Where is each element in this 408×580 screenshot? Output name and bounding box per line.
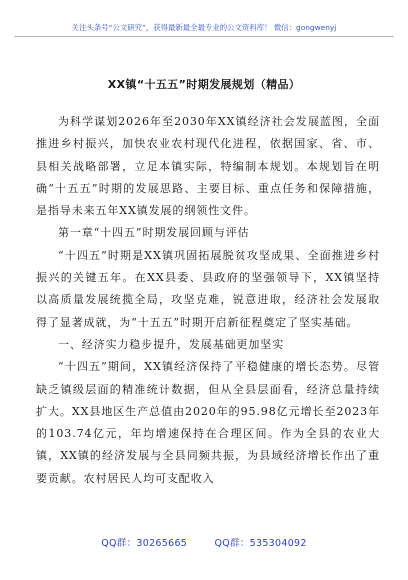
- economy-paragraph: “十四五”期间，XX镇经济保持了平稳健康的增长态势。尽管缺乏镇级层面的精准统计数据，但从全县层面看，经济总量持续扩大。XX县地区生产总值由2020年的95.98亿元增长至2023年的103.74亿元，年均增速保持在合理区间。作为全县的农业大镇，XX镇的经济发展与全县同频共振，为县域经济增长作出了重要贡献。农村居民人均可支配收入: [36, 360, 380, 485]
- header-divider: [14, 36, 394, 37]
- footer-qq-group: QQ群：30265665: [101, 538, 188, 549]
- document-body: [0, 111, 408, 490]
- chapter-heading: 第一章“十四五”时期发展回顾与评估: [58, 226, 250, 240]
- footer-contact: [0, 535, 408, 549]
- intro-paragraph: 为科学谋划2026年至2030年XX镇经济社会发展蓝图，全面推进乡村振兴，加快农业农村现代化进程，依据国家、省、市、县相关战略部署，立足本镇实际，特编制本规划。本规划旨在明确“十五五”时期的发展思路、主要目标、重点任务和保障措施，是指导未来五年XX镇发展的纲领性文件。: [36, 115, 380, 218]
- footer-qq-group-alt: QQ群：535304092: [214, 538, 307, 549]
- document-title: XX镇“十五五”时期发展规划（精品）: [107, 78, 301, 91]
- header-banner: 关注头条号“公文研究”，获得最新最全最专业的公文资料库！ 微信：gongwenyj: [71, 23, 337, 32]
- review-paragraph: “十四五”时期是XX镇巩固拓展脱贫攻坚成果、全面推进乡村振兴的关键五年。在XX县委、县政府的坚强领导下，XX镇坚持以高质量发展统揽全局，攻坚克难，锐意进取，经济社会发展取得了显著成就，为“十五五”时期开启新征程奠定了坚实基础。: [36, 248, 380, 329]
- section-heading: 一、经济实力稳步提升，发展基础更加坚实: [58, 337, 285, 351]
